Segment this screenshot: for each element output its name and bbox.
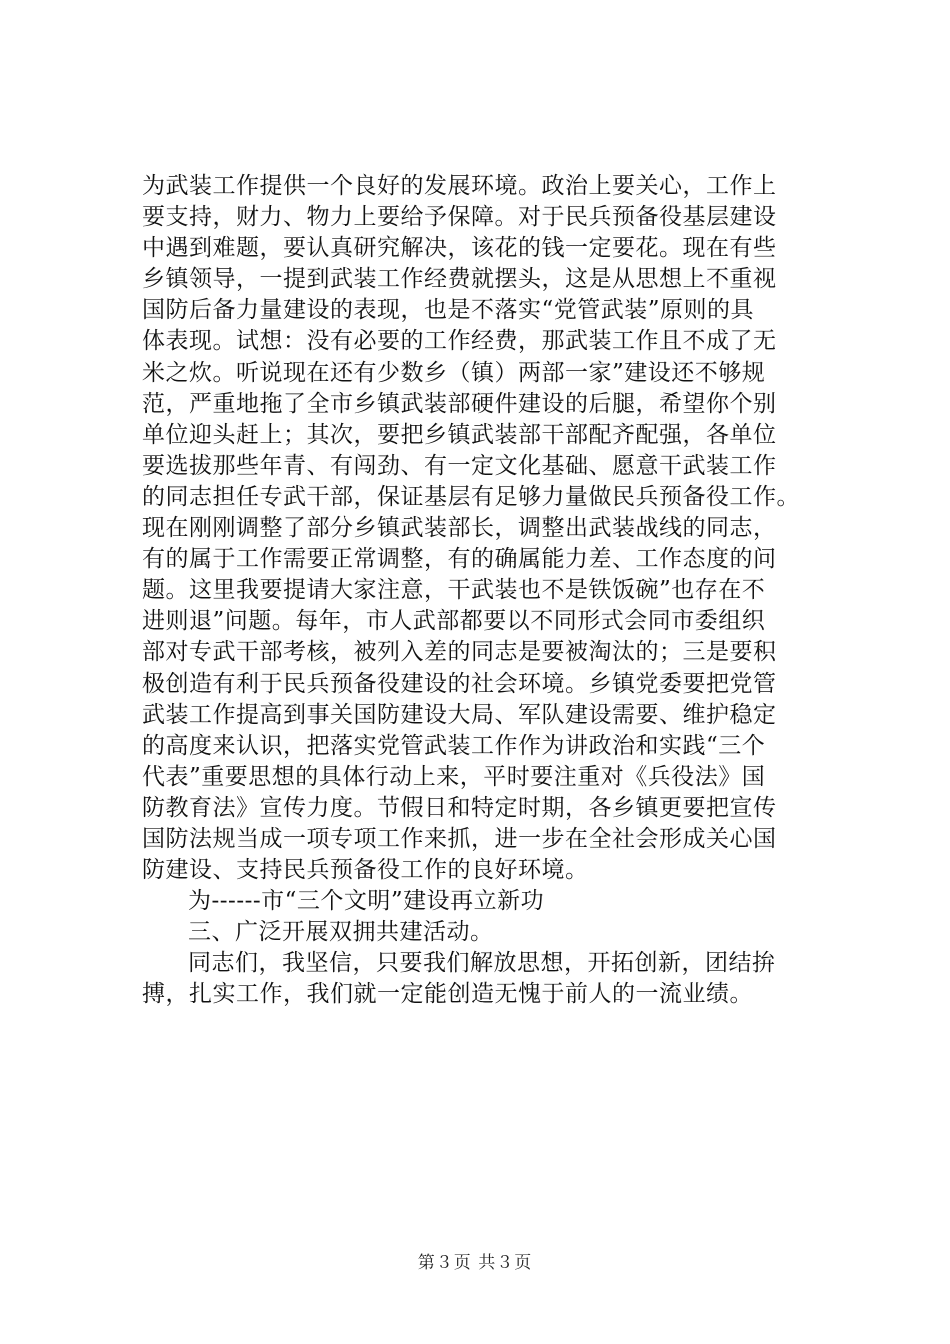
- text-line: 乡镇领导，一提到武装工作经费就摆头，这是从思想上不重视: [142, 266, 777, 293]
- page-footer: 第３页 共３页: [417, 1253, 533, 1273]
- text-line: 范，严重地拖了全市乡镇武装部硬件建设的后腿，希望你个别: [142, 390, 777, 417]
- text-line: 为武装工作提供一个良好的发展环境。政治上要关心，工作上: [142, 173, 777, 199]
- text-line: 题。这里我要提请大家注意，干武装也不是铁饭碗”也存在不: [142, 577, 766, 604]
- text-line: 同志们，我坚信，只要我们解放思想，开拓创新，团结拚: [188, 950, 776, 977]
- text-line: 要选拔那些年青、有闯劲、有一定文化基础、愿意干武装工作: [142, 452, 777, 479]
- text-line: 的同志担任专武干部，保证基层有足够力量做民兵预备役工作。: [142, 483, 800, 510]
- text-line: 搏，扎实工作，我们就一定能创造无愧于前人的一流业绩。: [142, 981, 753, 1008]
- document-body: [142, 171, 822, 1011]
- text-line: 米之炊。听说现在还有少数乡（镇）两部一家”建设还不够规: [142, 359, 766, 386]
- text-line: 为------市“三个文明”建设再立新功: [188, 888, 545, 915]
- text-line: 要支持，财力、物力上要给予保障。对于民兵预备役基层建设: [142, 204, 777, 231]
- text-line: 国防后备力量建设的表现，也是不落实“党管武装”原则的具: [142, 297, 755, 324]
- text-line: 部对专武干部考核，被列入差的同志是要被淘汰的；三是要积: [142, 639, 777, 666]
- text-line: 防建设、支持民兵预备役工作的良好环境。: [142, 857, 589, 884]
- text-line: 防教育法》宣传力度。节假日和特定时期，各乡镇更要把宣传: [142, 794, 777, 821]
- text-line: 三、广泛开展双拥共建活动。: [188, 919, 494, 946]
- text-line: 武装工作提高到事关国防建设大局、军队建设需要、维护稳定: [142, 701, 777, 728]
- text-line: 代表”重要思想的具体行动上来，平时要注重对《兵役法》国: [142, 763, 766, 790]
- text-line: 进则退”问题。每年，市人武部都要以不同形式会同市委组织: [142, 608, 766, 635]
- text-line: 单位迎头赶上；其次，要把乡镇武装部干部配齐配强，各单位: [142, 421, 777, 448]
- text-line: 体表现。试想：没有必要的工作经费，那武装工作且不成了无: [142, 328, 777, 355]
- text-line: 极创造有利于民兵预备役建设的社会环境。乡镇党委要把党管: [142, 670, 777, 697]
- text-line: 中遇到难题，要认真研究解决，该花的钱一定要花。现在有些: [142, 235, 777, 262]
- text-line: 的高度来认识，把落实党管武装工作作为讲政治和实践“三个: [142, 732, 766, 759]
- text-line: 有的属于工作需要正常调整，有的确属能力差、工作态度的问: [142, 546, 777, 573]
- text-line: 现在刚刚调整了部分乡镇武装部长，调整出武装战线的同志，: [142, 515, 777, 542]
- text-line: 国防法规当成一项专项工作来抓，进一步在全社会形成关心国: [142, 825, 777, 852]
